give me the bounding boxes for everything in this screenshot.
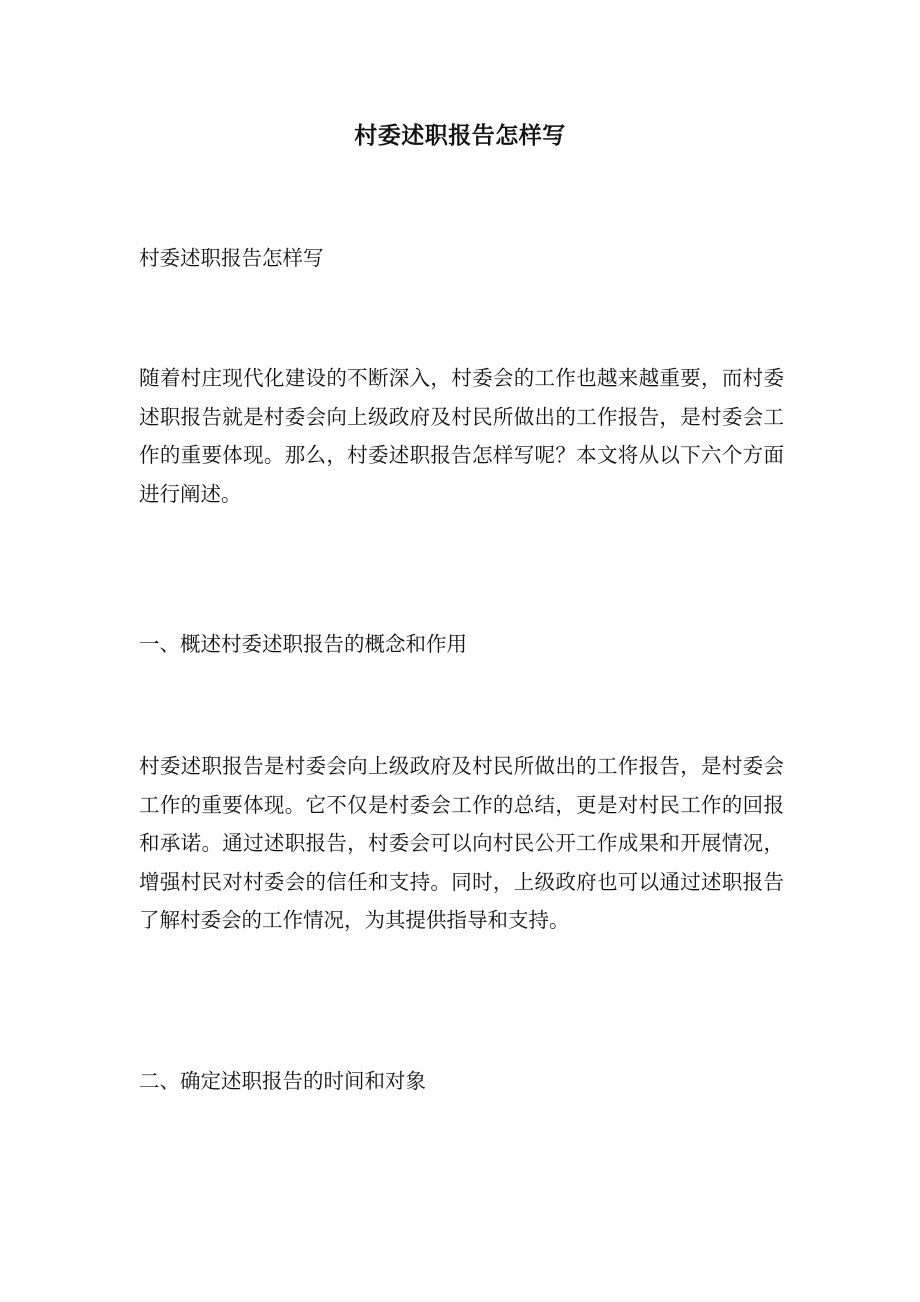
section-1-body: 村委述职报告是村委会向上级政府及村民所做出的工作报告，是村委会工作的重要体现。它不仅是村委会工作的总结，更是对村民工作的回报和承诺。通过述职报告，村委会可以向村民公开工作成果和开展情况，增强村民对村委会的信任和支持。同时，上级政府也可以通过述职报告了解村委会的工作情况，为其提供指导和支持。	[139, 754, 784, 932]
section-2-heading: 二、确定述职报告的时间和对象	[139, 1069, 426, 1093]
document-subtitle: 村委述职报告怎样写	[139, 246, 324, 270]
intro-paragraph: 随着村庄现代化建设的不断深入，村委会的工作也越来越重要，而村委述职报告就是村委会向上级政府及村民所做出的工作报告，是村委会工作的重要体现。那么，村委述职报告怎样写呢？本文将从以下六个方面进行阐述。	[139, 366, 784, 506]
section-1-heading: 一、概述村委述职报告的概念和作用	[139, 632, 467, 656]
document-title: 村委述职报告怎样写	[354, 122, 566, 149]
